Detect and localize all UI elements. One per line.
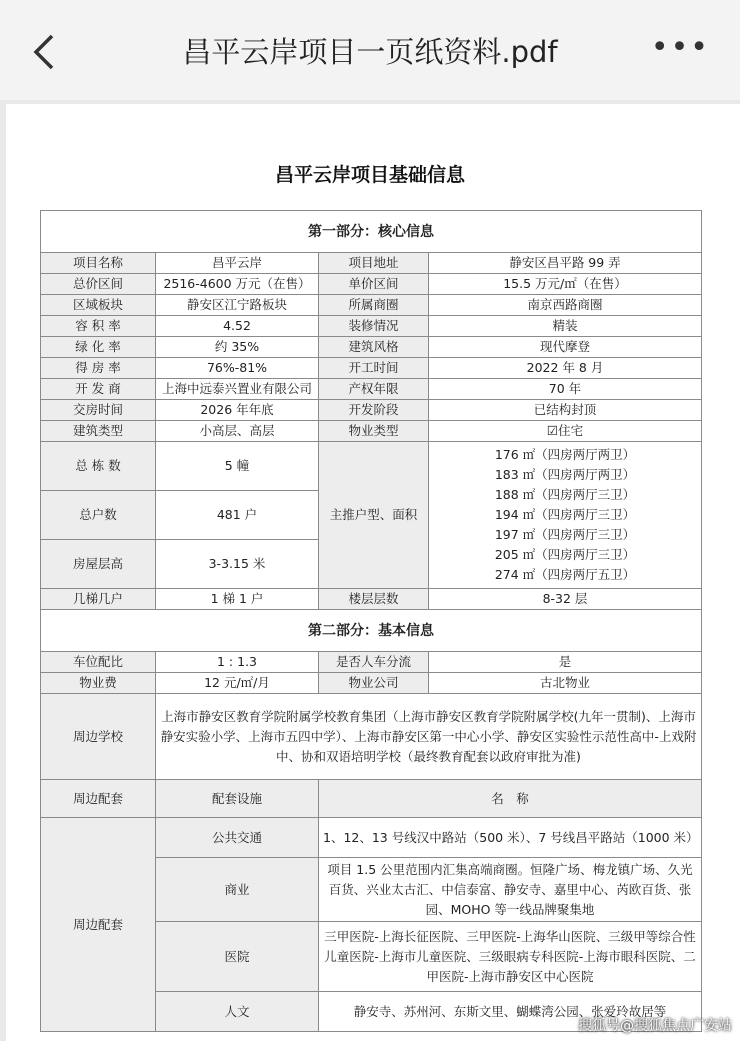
value-cell: 1 梯 1 户 bbox=[156, 589, 319, 610]
value-cell: 静安寺、苏州河、东斯文里、蝴蝶湾公园、张爱玲故居等 bbox=[319, 992, 702, 1032]
label-cell: 车位配比 bbox=[41, 652, 156, 673]
value-cell: 2026 年年底 bbox=[156, 400, 319, 421]
label-cell: 所属商圈 bbox=[319, 295, 429, 316]
label-cell: 物业费 bbox=[41, 673, 156, 694]
value-cell: 12 元/㎡/月 bbox=[156, 673, 319, 694]
value-cell: 70 年 bbox=[429, 379, 702, 400]
value-cell: 2022 年 8 月 bbox=[429, 358, 702, 379]
unit-item: 188 ㎡（四房两厅三卫） bbox=[494, 487, 636, 502]
value-cell: 是 bbox=[429, 652, 702, 673]
label-cell: 周边配套 bbox=[41, 818, 156, 1032]
value-cell: 项目 1.5 公里范围内汇集高端商圈。恒隆广场、梅龙镇广场、久光百货、兴业太古汇、中信泰富、静安寺、嘉里中心、芮欧百货、张园、MOHO 等一线品牌聚集地 bbox=[319, 858, 702, 922]
table-row bbox=[41, 358, 702, 379]
table-row bbox=[41, 379, 702, 400]
value-cell: 现代摩登 bbox=[429, 337, 702, 358]
value-cell: 三甲医院-上海长征医院、三甲医院-上海华山医院、三级甲等综合性儿童医院-上海市儿童医院、三级眼病专科医院-上海市眼科医院、二甲医院-上海市静安区中心医院 bbox=[319, 922, 702, 992]
value-cell: 约 35% bbox=[156, 337, 319, 358]
table-row bbox=[41, 337, 702, 358]
label-cell: 容 积 率 bbox=[41, 316, 156, 337]
table-row bbox=[41, 694, 702, 780]
label-cell: 项目地址 bbox=[319, 253, 429, 274]
label-cell: 周边配套 bbox=[41, 780, 156, 818]
top-bar bbox=[0, 0, 740, 100]
label-cell: 总户数 bbox=[41, 491, 156, 540]
value-cell: 3-3.15 米 bbox=[156, 540, 319, 589]
document-title: 昌平云岸项目一页纸资料.pdf bbox=[182, 35, 558, 69]
table-row bbox=[41, 818, 702, 858]
value-cell: 静安区昌平路 99 弄 bbox=[429, 253, 702, 274]
table-row bbox=[41, 780, 702, 818]
table-row bbox=[41, 316, 702, 337]
label-cell: 人文 bbox=[156, 992, 319, 1032]
watermark: 搜狐号@搜狐焦点广安站 bbox=[578, 1018, 732, 1034]
label-cell: 医院 bbox=[156, 922, 319, 992]
section-header: 第一部分：核心信息 bbox=[41, 211, 702, 253]
label-cell: 绿 化 率 bbox=[41, 337, 156, 358]
label-cell: 单价区间 bbox=[319, 274, 429, 295]
label-cell: 房屋层高 bbox=[41, 540, 156, 589]
label-cell: 建筑风格 bbox=[319, 337, 429, 358]
unit-item: 197 ㎡（四房两厅三卫） bbox=[494, 527, 636, 542]
table-row bbox=[41, 211, 702, 253]
value-cell: 昌平云岸 bbox=[156, 253, 319, 274]
value-cell: ☑住宅 bbox=[429, 421, 702, 442]
table-row bbox=[41, 400, 702, 421]
value-cell: 南京西路商圈 bbox=[429, 295, 702, 316]
doc-heading: 昌平云岸项目基础信息 bbox=[274, 164, 465, 186]
label-cell: 开 发 商 bbox=[41, 379, 156, 400]
table-row bbox=[41, 295, 702, 316]
label-cell: 总 栋 数 bbox=[41, 442, 156, 491]
table-row bbox=[41, 442, 702, 491]
label-cell: 装修情况 bbox=[319, 316, 429, 337]
value-cell: 4.52 bbox=[156, 316, 319, 337]
label-cell: 几梯几户 bbox=[41, 589, 156, 610]
table-row bbox=[41, 253, 702, 274]
label-cell: 配套设施 bbox=[156, 780, 319, 818]
unit-item: 274 ㎡（四房两厅五卫） bbox=[494, 567, 636, 582]
table-row bbox=[41, 673, 702, 694]
value-cell: 上海中远泰兴置业有限公司 bbox=[156, 379, 319, 400]
value-cell: 上海市静安区教育学院附属学校教育集团（上海市静安区教育学院附属学校(九年一贯制)、上海市静安实验小学、上海市五四中学）、上海市静安区第一中心小学、静安区实验性示范性高中-上戏附中、协和双语培明学校（最终教育配套以政府审批为准) bbox=[156, 694, 702, 780]
label-cell: 物业公司 bbox=[319, 673, 429, 694]
label-cell: 商业 bbox=[156, 858, 319, 922]
label-cell: 项目名称 bbox=[41, 253, 156, 274]
label-cell: 周边学校 bbox=[41, 694, 156, 780]
table-row bbox=[41, 274, 702, 295]
unit-item: 183 ㎡（四房两厅两卫） bbox=[494, 467, 636, 482]
label-cell: 名 称 bbox=[319, 780, 702, 818]
label-cell: 物业类型 bbox=[319, 421, 429, 442]
value-cell: 精装 bbox=[429, 316, 702, 337]
label-cell: 楼层层数 bbox=[319, 589, 429, 610]
table-row bbox=[41, 610, 702, 652]
value-cell: 15.5 万元/㎡（在售） bbox=[429, 274, 702, 295]
label-cell: 是否人车分流 bbox=[319, 652, 429, 673]
label-cell: 得 房 率 bbox=[41, 358, 156, 379]
value-cell: 76%-81% bbox=[156, 358, 319, 379]
unit-item: 194 ㎡（四房两厅三卫） bbox=[494, 507, 636, 522]
table-row bbox=[41, 589, 702, 610]
value-cell: 481 户 bbox=[156, 491, 319, 540]
label-cell: 交房时间 bbox=[41, 400, 156, 421]
label-cell: 公共交通 bbox=[156, 818, 319, 858]
value-cell: 古北物业 bbox=[429, 673, 702, 694]
table-row bbox=[41, 652, 702, 673]
table-row bbox=[41, 421, 702, 442]
info-table bbox=[40, 210, 702, 1032]
label-cell: 开发阶段 bbox=[319, 400, 429, 421]
value-cell: 8-32 层 bbox=[429, 589, 702, 610]
label-cell: 建筑类型 bbox=[41, 421, 156, 442]
label-cell: 主推户型、面积 bbox=[319, 442, 429, 589]
value-cell: 小高层、高层 bbox=[156, 421, 319, 442]
value-cell: 已结构封顶 bbox=[429, 400, 702, 421]
unit-item: 205 ㎡（四房两厅三卫） bbox=[494, 547, 636, 562]
more-horizontal-icon[interactable]: ••• bbox=[650, 30, 710, 65]
value-cell: 静安区江宁路板块 bbox=[156, 295, 319, 316]
label-cell: 开工时间 bbox=[319, 358, 429, 379]
value-cell: 2516-4600 万元（在售） bbox=[156, 274, 319, 295]
unit-item: 176 ㎡（四房两厅两卫） bbox=[494, 447, 636, 462]
label-cell: 产权年限 bbox=[319, 379, 429, 400]
label-cell: 总价区间 bbox=[41, 274, 156, 295]
unit-list bbox=[429, 442, 702, 589]
value-cell: 1 : 1.3 bbox=[156, 652, 319, 673]
section-header: 第二部分：基本信息 bbox=[41, 610, 702, 652]
label-cell: 区域板块 bbox=[41, 295, 156, 316]
value-cell: 1、12、13 号线汉中路站（500 米）、7 号线昌平路站（1000 米） bbox=[319, 818, 702, 858]
value-cell: 5 幢 bbox=[156, 442, 319, 491]
